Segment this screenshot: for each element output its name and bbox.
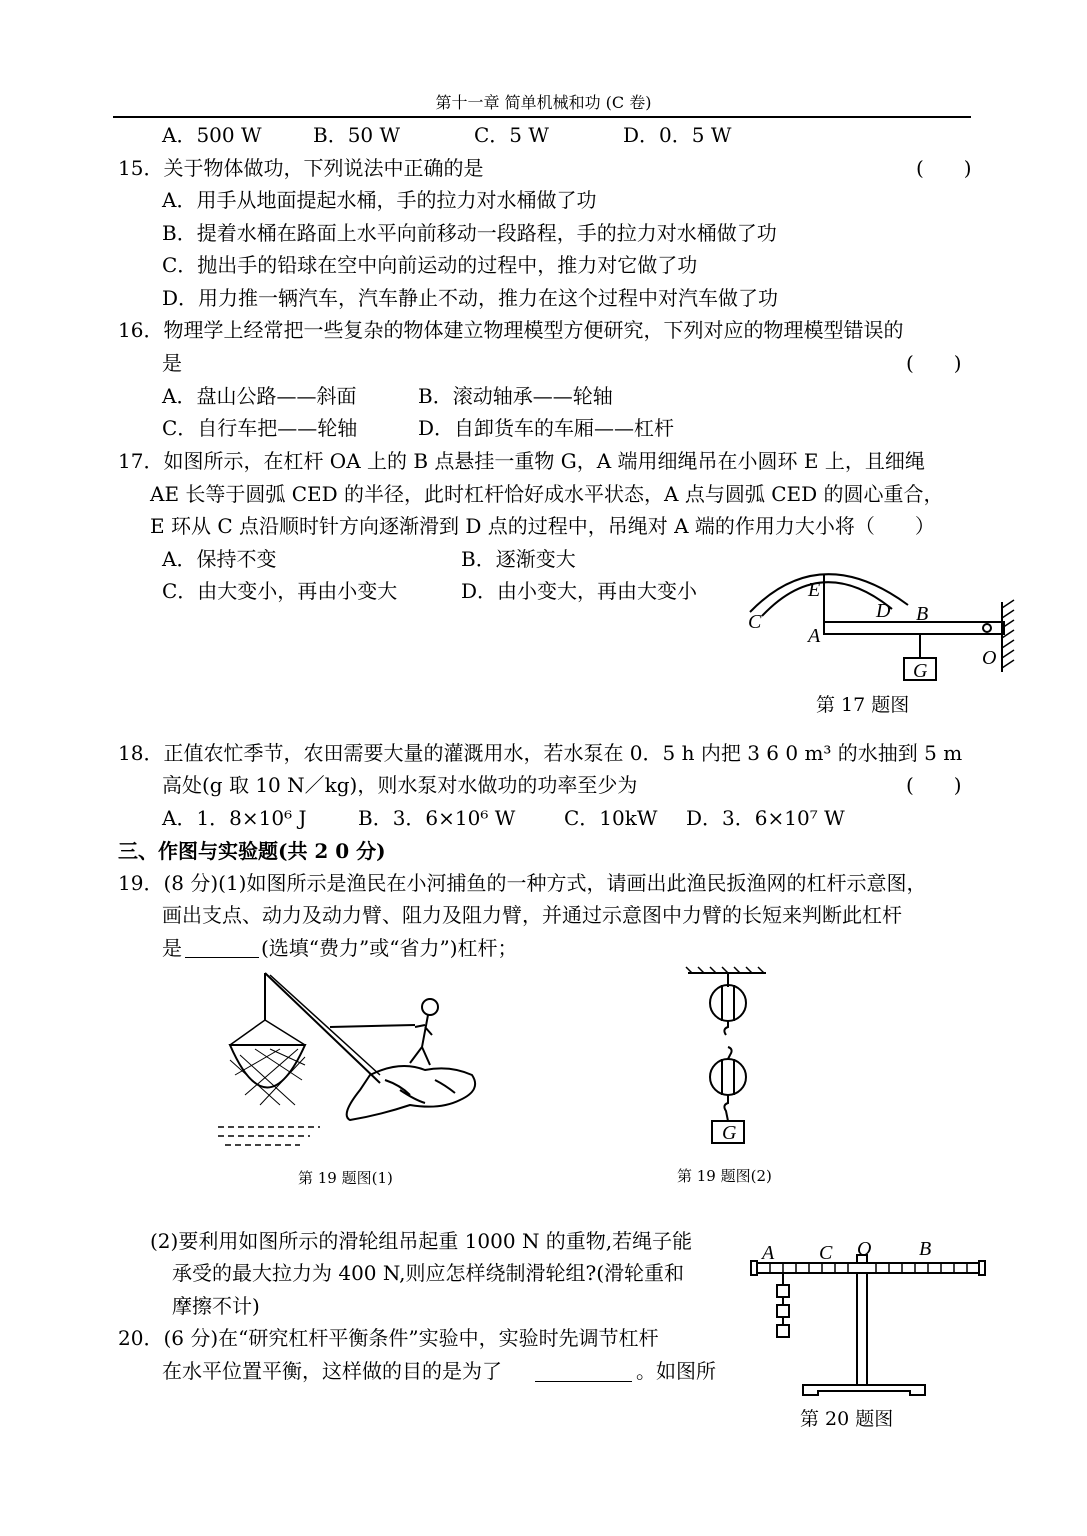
- q14-option-d: D．0．5 W: [623, 123, 732, 147]
- q18-line1: 18．正值农忙季节，农田需要大量的灌溉用水，若水泵在 0．5 h 内把 3 6 0 m³ 的水抽到 5 m: [118, 741, 963, 765]
- label-o: O: [857, 1238, 872, 1260]
- hook-1: [724, 1021, 728, 1035]
- q20-line2-start: 在水平位置平衡，这样做的目的是为了: [162, 1359, 502, 1383]
- q19-part2-line3: 摩擦不计): [172, 1294, 260, 1318]
- q16-stem-line1: 16．物理学上经常把一些复杂的物体建立物理模型方便研究，下列对应的物理模型错误的: [118, 318, 904, 342]
- q20-lever-figure: [745, 1235, 990, 1400]
- man-head: [422, 999, 438, 1015]
- q17-lever-figure: [740, 560, 1020, 685]
- q18-option-b: B．3．6×10⁶ W: [358, 806, 516, 830]
- q18-option-d: D．3．6×10⁷ W: [686, 806, 845, 830]
- q19-line3-start: 是: [162, 936, 182, 960]
- label-g: G: [913, 660, 928, 682]
- q18-line2: 高处(g 取 10 N／kg)，则水泵对水做功的功率至少为: [162, 773, 638, 797]
- lever-bar: [757, 1263, 979, 1273]
- rope-to-man: [330, 1025, 415, 1027]
- rock: [347, 1066, 475, 1120]
- q15-option-a: A．用手从地面提起水桶，手的拉力对水桶做了功: [162, 188, 597, 212]
- q16-stem-line2: 是: [162, 351, 182, 375]
- hook-2: [724, 1095, 728, 1121]
- stand-base: [803, 1385, 925, 1395]
- q14-option-a: A．500 W: [162, 123, 262, 147]
- q17-figure-caption: 第 17 题图: [816, 694, 910, 716]
- q19-fishing-figure: [210, 965, 490, 1155]
- label-o: O: [982, 647, 997, 669]
- hook-weight-3: [777, 1325, 789, 1337]
- q20-line2-end: 。如图所: [636, 1359, 716, 1383]
- q15-option-d: D．用力推一辆汽车，汽车静止不动，推力在这个过程中对汽车做了功: [162, 286, 779, 310]
- q16-option-d: D．自卸货车的车厢——杠杆: [418, 416, 675, 440]
- q17-line1: 17．如图所示，在杠杆 OA 上的 B 点悬挂一重物 G，A 端用细绳吊在小圆环 E 上，且细绳: [118, 449, 925, 473]
- q17-option-b: B．逐渐变大: [461, 547, 576, 571]
- q20-figure-caption: 第 20 题图: [800, 1408, 894, 1430]
- q19-blank[interactable]: [185, 957, 259, 958]
- q19-part2-line1: (2)要利用如图所示的滑轮组吊起重 1000 N 的重物,若绳子能: [150, 1229, 693, 1253]
- label-b: B: [916, 603, 929, 625]
- q19-figure2-caption: 第 19 题图(2): [677, 1167, 772, 1185]
- label-b: B: [919, 1238, 932, 1260]
- q15-stem: 15．关于物体做功，下列说法中正确的是: [118, 156, 484, 180]
- q16-answer-paren: ( ): [906, 351, 962, 375]
- hook-weight-2: [777, 1305, 789, 1317]
- label-d: D: [876, 600, 891, 622]
- q16-option-c: C．自行车把——轮轴: [162, 416, 358, 440]
- header-rule: [113, 116, 971, 118]
- q19-pulley-figure: [680, 965, 780, 1150]
- q17-line3: E 环从 C 点沿顺时针方向逐渐滑到 D 点的过程中，吊绳对 A 端的作用力大小将（ ）: [150, 514, 935, 538]
- pivot-o: [983, 624, 991, 632]
- movable-pulley: [710, 1059, 746, 1095]
- section3-title: 三、作图与实验题(共 2 0 分): [118, 839, 386, 863]
- q17-option-d: D．由小变大，再由大变小: [461, 579, 698, 603]
- q19-line1: 19．(8 分)(1)如图所示是渔民在小河捕鱼的一种方式，请画出此渔民扳渔网的杠杆示意图，: [118, 871, 927, 895]
- q15-answer-paren: ( ): [916, 156, 972, 180]
- q15-option-c: C．抛出手的铅球在空中向前运动的过程中，推力对它做了功: [162, 253, 698, 277]
- q14-option-b: B．50 W: [313, 123, 401, 147]
- label-e: E: [808, 579, 821, 601]
- label-c: C: [819, 1242, 833, 1264]
- lever-oa: [824, 622, 1004, 634]
- hook-weight-1: [777, 1285, 789, 1297]
- label-c: C: [748, 611, 762, 633]
- label-a: A: [762, 1242, 775, 1264]
- q15-option-b: B．提着水桶在路面上水平向前移动一段路程，手的拉力对水桶做了功: [162, 221, 777, 245]
- q19-line2: 画出支点、动力及动力臂、阻力及阻力臂，并通过示意图中力臂的长短来判断此杠杆: [162, 903, 902, 927]
- q18-answer-paren: ( ): [906, 773, 962, 797]
- q20-blank[interactable]: [535, 1381, 632, 1382]
- page-header: 第十一章 简单机械和功 (C 卷): [435, 93, 652, 112]
- net: [230, 1045, 305, 1088]
- fixed-pulley: [710, 985, 746, 1021]
- q14-option-c: C．5 W: [474, 123, 549, 147]
- q19-part2-line2: 承受的最大拉力为 400 N,则应怎样绕制滑轮组?(滑轮重和: [172, 1261, 684, 1285]
- q16-option-b: B．滚动轴承——轮轴: [418, 384, 613, 408]
- q19-figure1-caption: 第 19 题图(1): [298, 1169, 393, 1187]
- q17-option-a: A．保持不变: [162, 547, 277, 571]
- q17-option-c: C．由大变小，再由小变大: [162, 579, 398, 603]
- label-g: G: [722, 1122, 737, 1144]
- q18-option-c: C．10kW: [564, 806, 658, 830]
- q20-line1: 20．(6 分)在“研究杠杆平衡条件”实验中，实验时先调节杠杆: [118, 1326, 659, 1350]
- q19-line3-end: (选填“费力”或“省力”)杠杆；: [261, 936, 518, 960]
- q16-option-a: A．盘山公路——斜面: [162, 384, 357, 408]
- q17-line2: AE 长等于圆弧 CED 的半径，此时杠杆恰好成水平状态，A 点与圆弧 CED 的圆心重合，: [150, 482, 944, 506]
- q18-option-a: A．1．8×10⁶ J: [162, 806, 307, 830]
- label-a: A: [808, 625, 821, 647]
